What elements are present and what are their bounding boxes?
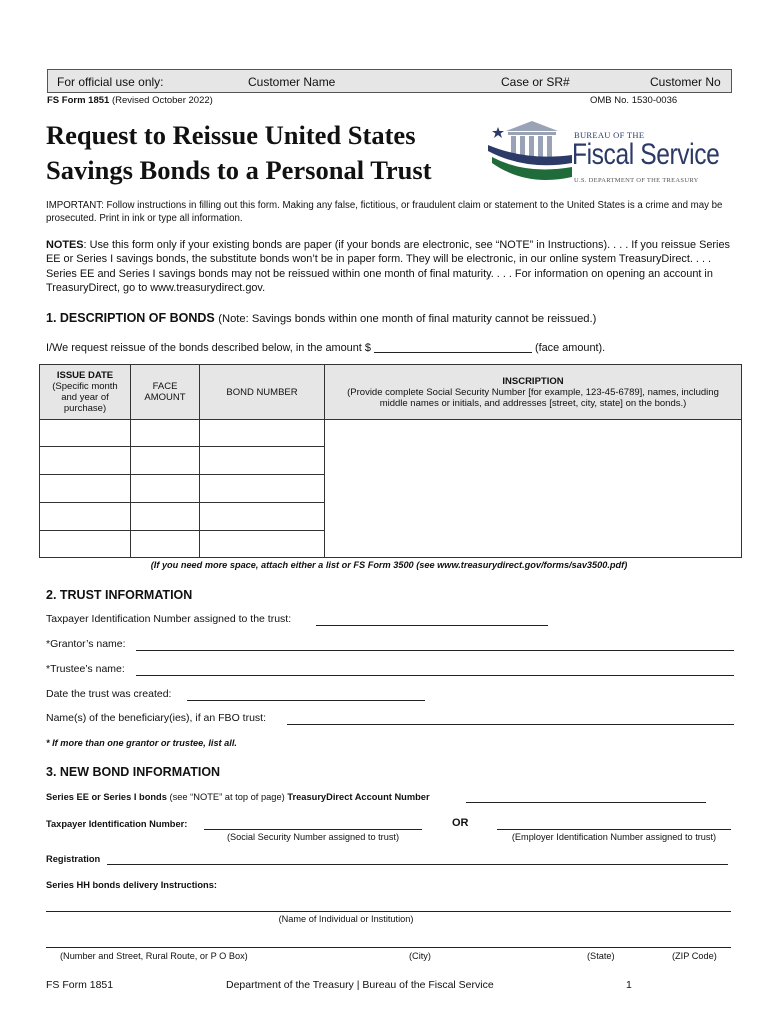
beneficiary-field[interactable] (287, 724, 734, 725)
trust-date-label: Date the trust was created: (46, 688, 172, 700)
beneficiary-label: Name(s) of the beneficiary(ies), if an FBO trust: (46, 712, 266, 724)
series-ee-line (46, 792, 430, 802)
zip-caption: (ZIP Code) (672, 951, 717, 961)
form-name: FS Form 1851 (47, 95, 110, 106)
bond-number-cell[interactable] (200, 531, 325, 558)
ssn-field[interactable] (204, 829, 422, 830)
bond-number-cell[interactable] (200, 503, 325, 531)
issue-date-title: ISSUE DATE (56, 370, 114, 381)
case-label: Case or SR# (501, 75, 570, 89)
delivery-name-field[interactable] (46, 911, 731, 912)
inscription-sub: (Provide complete Social Security Number [for example, 123-45-6789], names, including middle names or initials, and addresses [street, city, state] on the bonds.) (347, 386, 719, 409)
street-caption: (Number and Street, Rural Route, or P O Box) (60, 951, 248, 961)
more-space-note: (If you need more space, attach either a list or FS Form 3500 (see www.treasurydirect.gov/forms/sav3500.pdf) (150, 560, 628, 570)
notes-paragraph (46, 238, 736, 295)
face-amount-cell[interactable] (131, 475, 200, 503)
col-inscription (325, 365, 742, 420)
title-line-1: Request to Reissue United States (46, 120, 416, 150)
trust-tin-label: Taxpayer Identification Number assigned to the trust: (46, 613, 292, 625)
col-bond-number: BOND NUMBER (200, 365, 325, 420)
city-caption: (City) (409, 951, 431, 961)
inscription-title: INSCRIPTION (502, 375, 564, 387)
face-amount-cell[interactable] (131, 503, 200, 531)
bond-number-cell[interactable] (200, 420, 325, 447)
issue-date-cell[interactable] (40, 420, 131, 447)
request-line (46, 342, 605, 354)
col-issue-date (40, 365, 131, 420)
grantor-field[interactable] (136, 650, 734, 651)
or-label: OR (452, 817, 469, 829)
grantor-label: *Grantor’s name: (46, 638, 126, 650)
customer-no-label: Customer No (650, 75, 721, 89)
omb-number: OMB No. 1530-0036 (590, 95, 678, 106)
section-1-note: (Note: Savings bonds within one month of final maturity cannot be reissued.) (218, 313, 597, 325)
registration-label: Registration (46, 854, 101, 864)
issue-date-sub: (Specific month and year of purchase) (52, 381, 118, 414)
issue-date-cell[interactable] (40, 531, 131, 558)
face-amount-cell[interactable] (131, 447, 200, 475)
face-amount-cell[interactable] (131, 420, 200, 447)
registration-field[interactable] (107, 864, 728, 865)
issue-date-cell[interactable] (40, 447, 131, 475)
trustee-label: *Trustee’s name: (46, 663, 125, 675)
ssn-caption: (Social Security Number assigned to trust) (226, 832, 400, 842)
trust-date-field[interactable] (187, 700, 425, 701)
logo-main-text: Fiscal Service (572, 138, 720, 171)
footer-page-number: 1 (626, 979, 632, 991)
important-notice: IMPORTANT: Follow instructions in filling out this form. Making any false, fictitious, or fraudulent claim or statement to the United States is a crime and may be prosecuted. Print in ink or type all information. (46, 200, 723, 224)
page-title (46, 118, 432, 188)
section-1-heading (46, 311, 596, 325)
face-amount-title: FACE AMOUNT (144, 381, 186, 403)
logo-sub-text: U.S. DEPARTMENT OF THE TREASURY (574, 177, 699, 184)
ein-field[interactable] (497, 829, 731, 830)
face-amount-field[interactable] (374, 352, 532, 353)
issue-date-cell[interactable] (40, 475, 131, 503)
fiscal-service-logo (486, 117, 718, 189)
name-caption: (Name of Individual or Institution) (278, 914, 414, 924)
td-account-field[interactable] (466, 802, 706, 803)
section-3-heading: 3. NEW BOND INFORMATION (46, 765, 221, 779)
logo-top-text: BUREAU OF THE (574, 130, 645, 140)
grantor-footnote: * If more than one grantor or trustee, list all. (46, 738, 237, 748)
trust-tin-field[interactable] (316, 625, 548, 626)
form-id (47, 95, 213, 106)
section-1-title: 1. DESCRIPTION OF BONDS (46, 311, 215, 325)
face-amount-cell[interactable] (131, 531, 200, 558)
td-account-label: TreasuryDirect Account Number (287, 792, 430, 802)
treasury-building-icon (486, 117, 576, 189)
notes-text: : Use this form only if your existing bonds are paper (if your bonds are electronic, see “NOTE” in Instructions). . . . If you reissue Series EE or Series I savings bonds, the substitute bonds won’t be in paper form. They will be electronic, in our online system TreasuryDirect. . . . Series EE and Series I savings bonds may not be reissued within one month of final maturity. . . . For information on opening an account in TreasuryDirect, go to www.treasurydirect.gov. (46, 239, 730, 294)
series-ee-label: Series EE or Series I bonds (46, 792, 167, 802)
series-ee-note: (see “NOTE” at top of page) (169, 792, 285, 802)
request-suffix: (face amount). (534, 342, 606, 354)
inscription-cell[interactable] (325, 420, 742, 558)
delivery-address-field[interactable] (46, 947, 731, 948)
bond-number-cell[interactable] (200, 475, 325, 503)
notes-label: NOTES (46, 239, 84, 251)
form-revised: (Revised October 2022) (111, 95, 213, 106)
col-face-amount (131, 365, 200, 420)
state-caption: (State) (587, 951, 615, 961)
footer-form: FS Form 1851 (46, 979, 114, 991)
issue-date-cell[interactable] (40, 503, 131, 531)
section-2-heading: 2. TRUST INFORMATION (46, 588, 193, 602)
bonds-table (39, 364, 742, 558)
customer-name-label: Customer Name (248, 75, 336, 89)
official-use-bar (47, 69, 732, 93)
bond-number-cell[interactable] (200, 447, 325, 475)
trustee-field[interactable] (136, 675, 734, 676)
table-row (40, 420, 742, 447)
hh-delivery-label: Series HH bonds delivery Instructions: (46, 880, 218, 890)
title-line-2: Savings Bonds to a Personal Trust (46, 155, 432, 185)
footer-dept: Department of the Treasury | Bureau of the Fiscal Service (226, 979, 494, 991)
new-tin-label: Taxpayer Identification Number: (46, 819, 188, 829)
ein-caption: (Employer Identification Number assigned to trust) (511, 832, 717, 842)
official-use-label: For official use only: (57, 75, 164, 89)
request-prefix: I/We request reissue of the bonds described below, in the amount $ (46, 342, 371, 354)
bonds-table-header (40, 365, 742, 420)
